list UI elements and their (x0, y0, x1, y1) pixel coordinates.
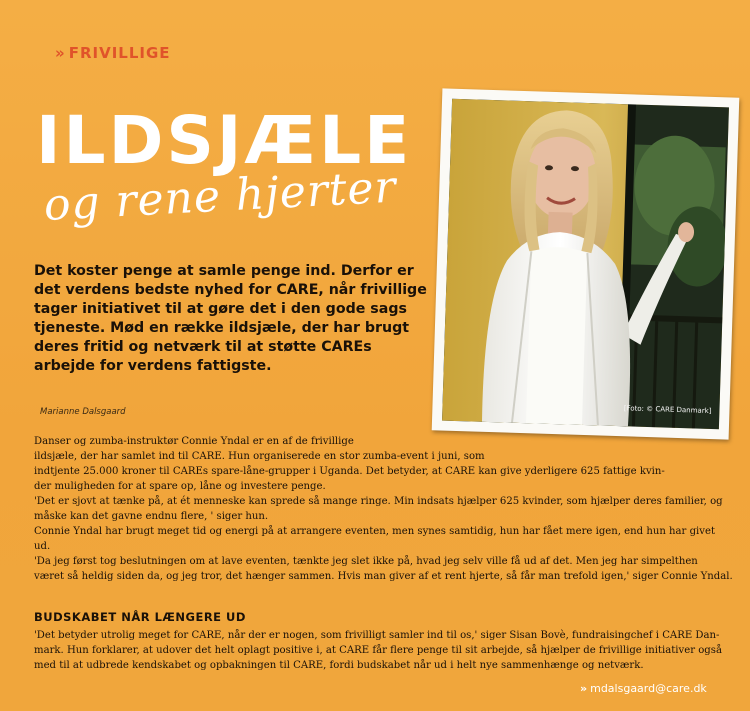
body-line: indtjente 25.000 kroner til CAREs spare-låne-grupper i Uganda. Det betyder, at CARE kan give yderligere 625 fattige kvin- (34, 466, 665, 477)
section-label (55, 44, 171, 62)
headline-script: og rene hjerter (42, 161, 398, 231)
body-line: 'Det betyder utrolig meget for CARE, når der er nogen, som frivilligt samler ind til os,' siger Sisan Bovè, fundraisingchef i CARE Dan- (34, 630, 720, 641)
author-email (580, 682, 707, 695)
body-line: ud. (34, 541, 51, 552)
chevron-icon: » (580, 682, 586, 695)
portrait-photo (442, 99, 729, 430)
body-line: med til at udbrede kendskabet og opbakningen til CARE, fordi budskabet når ud i helt nye sammenhænge og netværk. (34, 660, 644, 671)
body-line: ildsjæle, der har samlet ind til CARE. Hun organiserede en stor zumba-event i juni, som (34, 451, 485, 462)
body-text (34, 434, 733, 584)
photo-frame (432, 88, 740, 439)
headline: ILDSJÆLE (36, 102, 413, 179)
email-text[interactable]: mdalsgaard@care.dk (590, 682, 707, 695)
body-line: 'Det er sjovt at tænke på, at ét menneske kan sprede så mange ringe. Min indsats hjælper 625 kvinder, som hjælper deres familier, og (34, 496, 723, 507)
chevron-icon: » (55, 44, 63, 62)
lead-paragraph: Det koster penge at samle penge ind. Derfor er det verdens bedste nyhed for CARE, når frivillige tager initiativet til at gøre det i den gode sags tjeneste. Mød en række ildsjæle, der har brugt deres fritid og netværk til at støtte CAREs arbejde for verdens fattigste. (34, 263, 427, 374)
body-line: mark. Hun forklarer, at udover det helt oplagt positive i, at CARE får flere penge til sit arbejde, så hjælper de frivillige initiativer også (34, 645, 722, 656)
body-line: 'Da jeg først tog beslutningen om at lave eventen, tænkte jeg slet ikke på, hvad jeg selv ville få ud af det. Men jeg har simpelthen (34, 556, 698, 567)
body-text-2 (34, 628, 724, 673)
body-line: der muligheden for at spare op, låne og investere penge. (34, 481, 326, 492)
subheading: BUDSKABET NÅR LÆNGERE UD (34, 610, 246, 624)
body-line: måske kan det gavne endnu flere, ' siger hun. (34, 511, 269, 522)
photo-credit: [Foto: © CARE Danmark] (623, 404, 712, 416)
portrait-illustration (442, 99, 729, 430)
body-line: Connie Yndal har brugt meget tid og energi på at arrangere eventen, men synes samtidig, hun har fået mere igen, end hun har givet (34, 526, 716, 537)
byline: Marianne Dalsgaard (40, 407, 126, 417)
body-line: været så heldig siden da, og jeg tror, det hænger sammen. Hvis man giver af et rent hjerte, så får man trefold igen,' siger Connie Yndal. (34, 571, 733, 582)
body-line: Danser og zumba-instruktør Connie Yndal er en af de frivillige (34, 436, 354, 447)
section-label-text: FRIVILLIGE (68, 44, 171, 62)
